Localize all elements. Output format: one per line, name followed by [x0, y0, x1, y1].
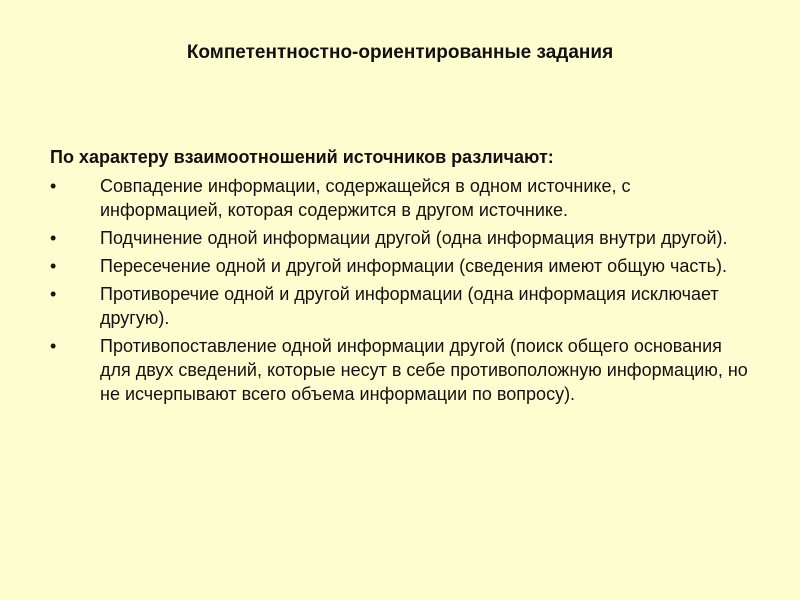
bullet-icon: •	[50, 284, 57, 304]
bullet-icon: •	[50, 256, 57, 276]
bullet-list	[50, 174, 750, 406]
list-item-text: Подчинение одной информации другой (одна информация внутри другой).	[100, 228, 728, 248]
lead-text: По характеру взаимоотношений источников различают:	[50, 147, 554, 167]
bullet-icon: •	[50, 176, 57, 196]
list-item	[50, 226, 750, 250]
bullet-icon: •	[50, 336, 57, 356]
list-item-text: Противопоставление одной информации другой (поиск общего основания для двух сведений, которые несут в себе противоположную информацию, но не исчерпывают всего объема информации по вопросу).	[100, 336, 748, 404]
list-item	[50, 282, 750, 330]
list-item-text: Совпадение информации, содержащейся в одном источнике, с информацией, которая содержится в другом источнике.	[100, 176, 631, 220]
list-item	[50, 334, 750, 406]
list-item	[50, 174, 750, 222]
list-item	[50, 254, 750, 278]
slide-title: Компетентностно-ориентированные задания	[186, 42, 614, 63]
bullet-icon: •	[50, 228, 57, 248]
list-item-text: Пересечение одной и другой информации (сведения имеют общую часть).	[100, 256, 727, 276]
list-item-text: Противоречие одной и другой информации (одна информация исключает другую).	[100, 284, 719, 328]
slide-content	[50, 145, 750, 410]
